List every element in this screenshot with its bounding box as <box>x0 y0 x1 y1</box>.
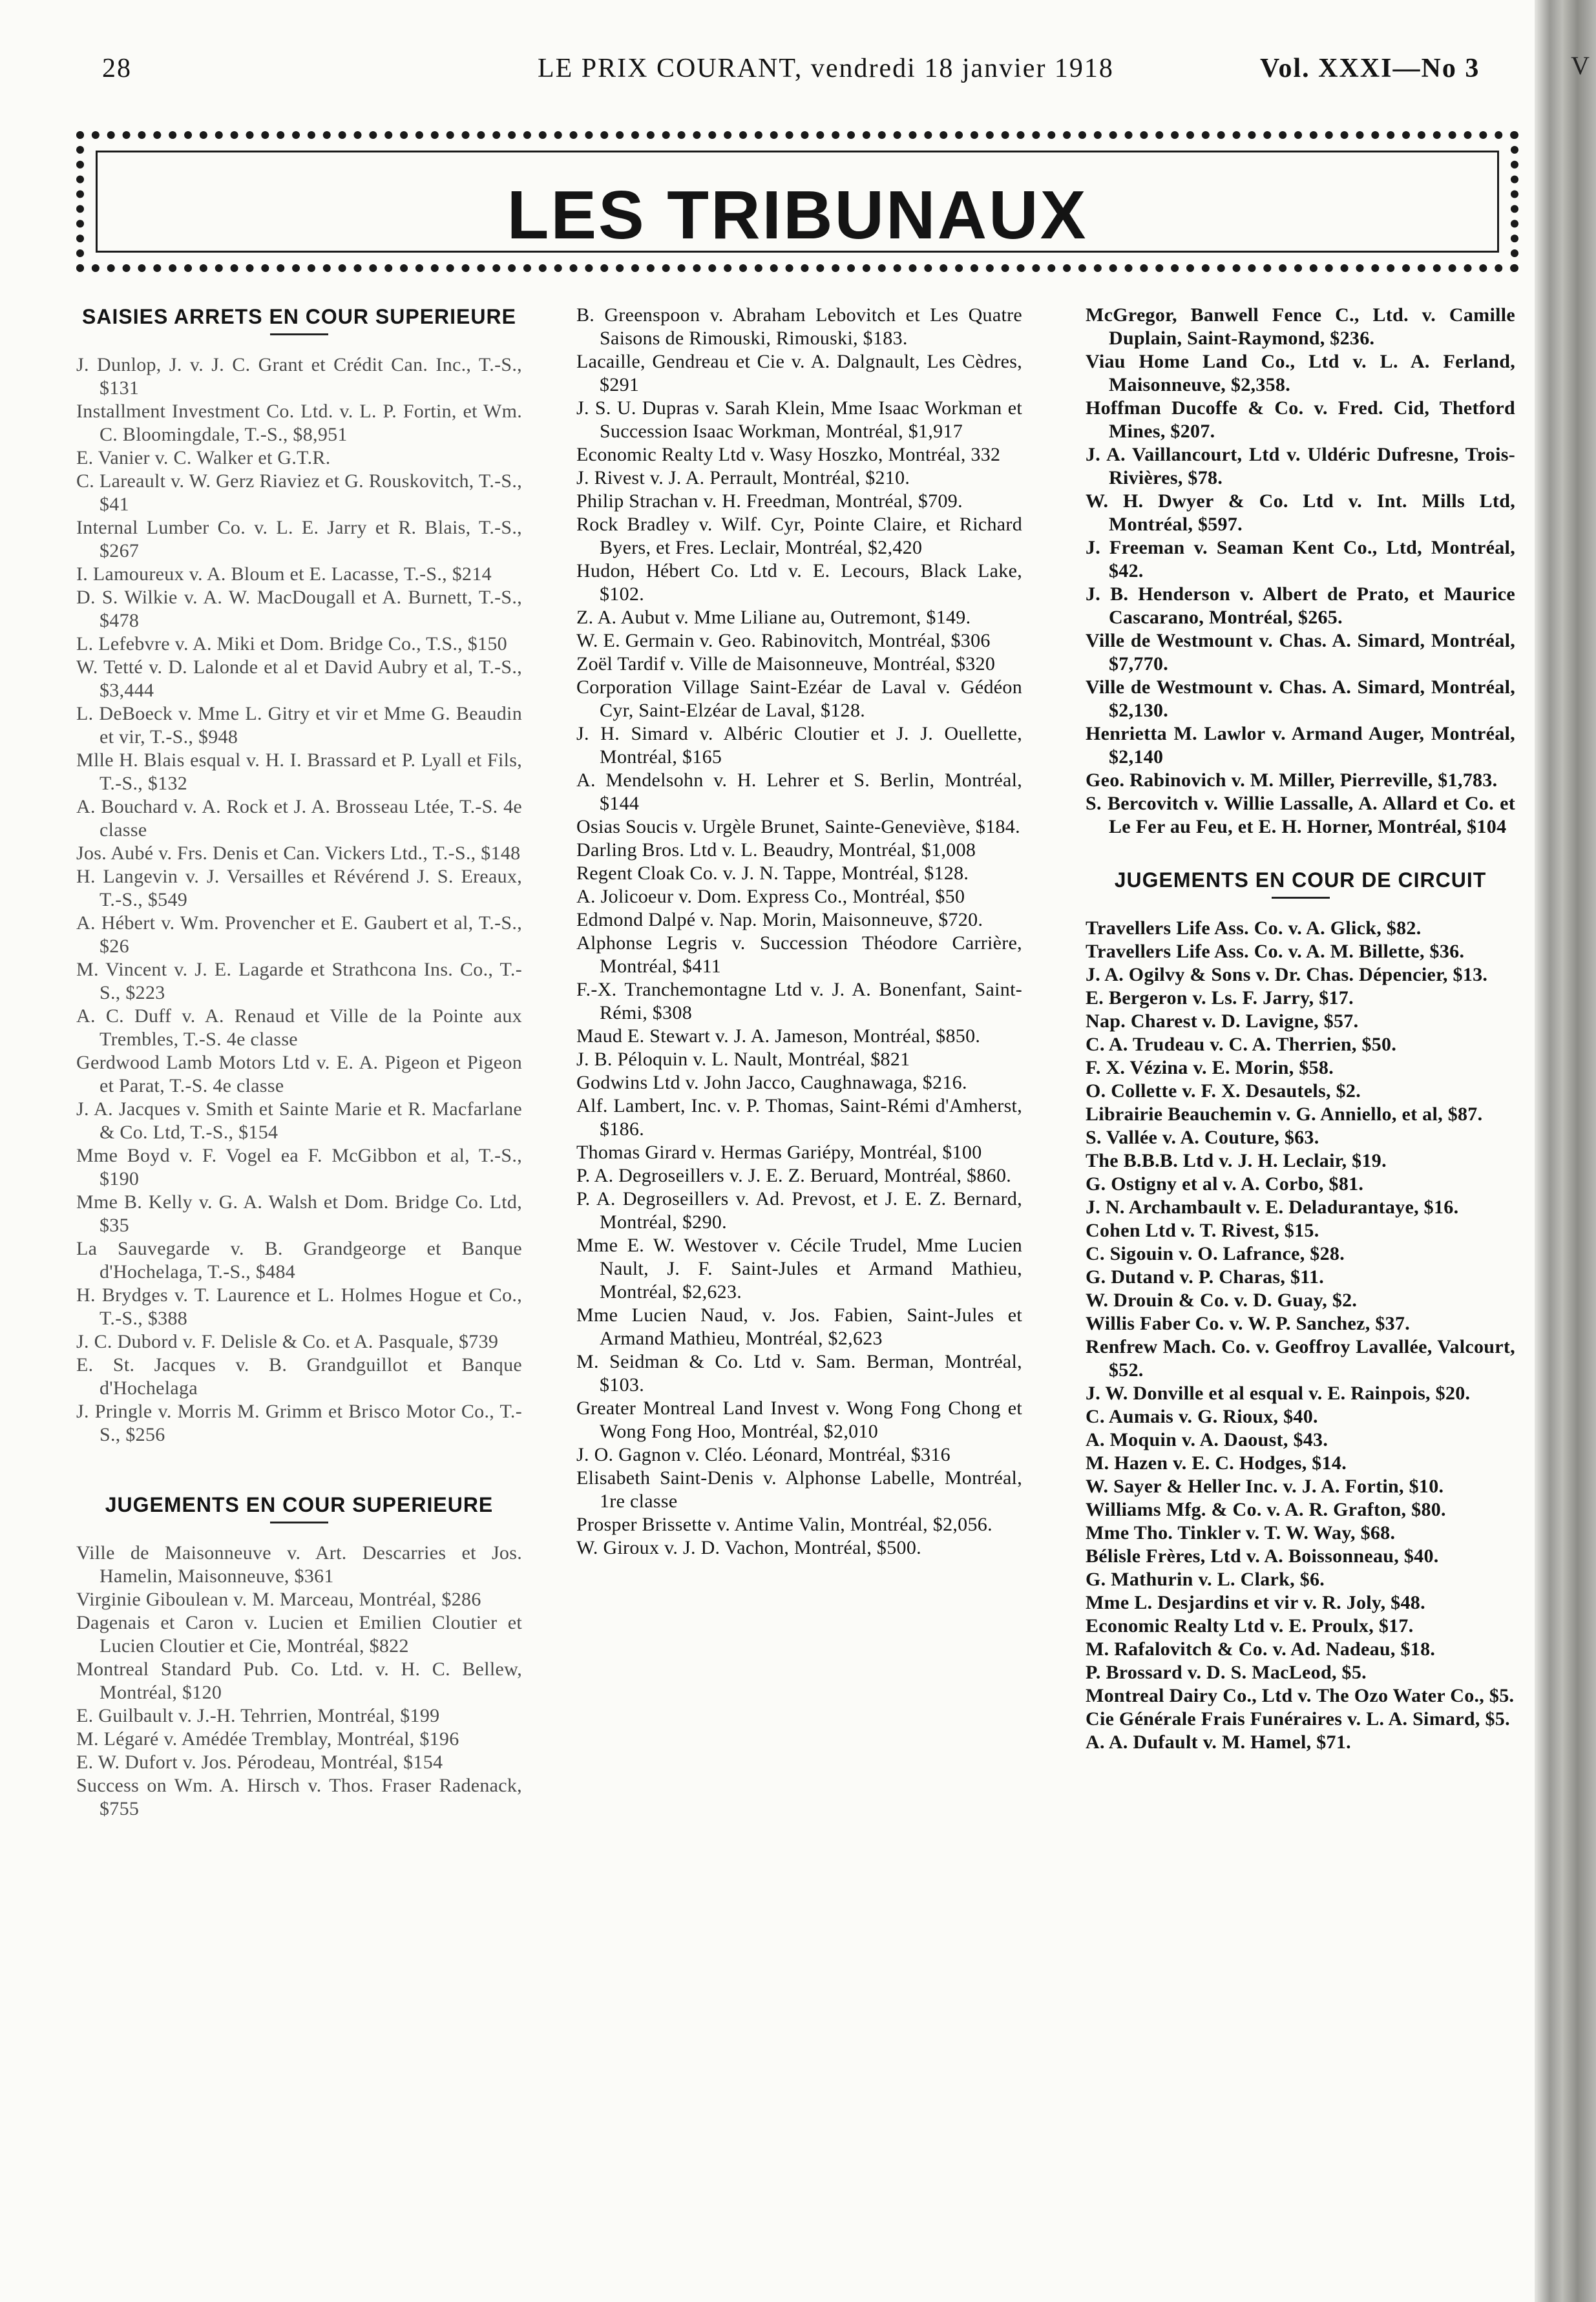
court-case-entry: J. A. Ogilvy & Sons v. Dr. Chas. Dépencier, $13. <box>1086 964 1488 985</box>
court-case-entry: Dagenais et Caron v. Lucien et Emilien Cloutier et Lucien Cloutier et Cie, Montréal, $822 <box>76 1612 522 1657</box>
entry-list <box>76 1542 522 1821</box>
court-case-entry: Lacaille, Gendreau et Cie v. A. Dalgnault, Les Cèdres, $291 <box>576 351 1022 395</box>
court-case-entry: Willis Faber Co. v. W. P. Sanchez, $37. <box>1086 1313 1411 1334</box>
court-case-entry: W. H. Dwyer & Co. Ltd v. Int. Mills Ltd, Montréal, $597. <box>1086 490 1515 535</box>
court-case-entry: Alphonse Legris v. Succession Théodore Carrière, Montréal, $411 <box>576 932 1022 977</box>
court-case-entry: McGregor, Banwell Fence C., Ltd. v. Camille Duplain, Saint-Raymond, $236. <box>1086 304 1515 349</box>
court-case-entry: Mlle H. Blais esqual v. H. I. Brassard et P. Lyall et Fils, T.-S., $132 <box>76 749 522 794</box>
column-2 <box>576 304 1022 1560</box>
court-case-entry: P. A. Degroseillers v. J. E. Z. Beruard, Montréal, $860. <box>576 1165 1012 1186</box>
court-case-entry: Zoël Tardif v. Ville de Maisonneuve, Montréal, $320 <box>576 653 996 675</box>
court-case-entry: W. Tetté v. D. Lalonde et al et David Aubry et al, T.-S., $3,444 <box>76 656 522 701</box>
court-case-entry: S. Bercovitch v. Willie Lassalle, A. Allard et Co. et Le Fer au Feu, et E. H. Horner, Montréal, $104 <box>1086 793 1515 837</box>
court-case-entry: F. X. Vézina v. E. Morin, $58. <box>1086 1057 1334 1078</box>
running-head <box>78 53 1518 92</box>
court-case-entry: Economic Realty Ltd v. E. Proulx, $17. <box>1086 1615 1414 1637</box>
court-case-entry: J. Pringle v. Morris M. Grimm et Brisco Motor Co., T.-S., $256 <box>76 1401 522 1445</box>
court-case-entry: Success on Wm. A. Hirsch v. Thos. Fraser Radenack, $755 <box>76 1775 522 1819</box>
court-case-entry: J. A. Jacques v. Smith et Sainte Marie et R. Macfarlane & Co. Ltd, T.-S., $154 <box>76 1098 522 1143</box>
court-case-entry: G. Dutand v. P. Charas, $11. <box>1086 1266 1325 1288</box>
court-case-entry: C. Sigouin v. O. Lafrance, $28. <box>1086 1243 1345 1264</box>
court-case-entry: W. Giroux v. J. D. Vachon, Montréal, $500. <box>576 1537 921 1558</box>
court-case-entry: A. Mendelsohn v. H. Lehrer et S. Berlin, Montréal, $144 <box>576 769 1022 814</box>
court-case-entry: Z. A. Aubut v. Mme Liliane au, Outremont, $149. <box>576 607 971 628</box>
court-case-entry: Mme Boyd v. F. Vogel ea F. McGibbon et al, T.-S., $190 <box>76 1145 522 1189</box>
court-case-entry: M. Rafalovitch & Co. v. Ad. Nadeau, $18. <box>1086 1638 1436 1660</box>
court-case-entry: J. O. Gagnon v. Cléo. Léonard, Montréal, $316 <box>576 1444 950 1465</box>
court-case-entry: P. Brossard v. D. S. MacLeod, $5. <box>1086 1662 1367 1683</box>
volume-number: Vol. XXXI—No 3 <box>1260 54 1480 83</box>
court-case-entry: I. Lamoureux v. A. Bloum et E. Lacasse, T.-S., $214 <box>76 563 492 585</box>
section-heading-text: JUGEMENTS EN COUR SUPERIEURE <box>105 1493 494 1516</box>
court-case-entry: J. S. U. Dupras v. Sarah Klein, Mme Isaac Workman et Succession Isaac Workman, Montréal, $1,917 <box>576 397 1022 442</box>
court-case-entry: Montreal Standard Pub. Co. Ltd. v. H. C. Bellew, Montréal, $120 <box>76 1658 522 1703</box>
court-case-entry: M. Seidman & Co. Ltd v. Sam. Berman, Montréal, $103. <box>576 1351 1022 1396</box>
court-case-entry: Virginie Giboulean v. M. Marceau, Montréal, $286 <box>76 1589 481 1610</box>
section-heading-text: JUGEMENTS EN COUR DE CIRCUIT <box>1114 868 1487 892</box>
court-case-entry: Jos. Aubé v. Frs. Denis et Can. Vickers Ltd., T.-S., $148 <box>76 842 521 864</box>
court-case-entry: Godwins Ltd v. John Jacco, Caughnawaga, $216. <box>576 1072 967 1093</box>
court-case-entry: J. H. Simard v. Albéric Cloutier et J. J. Ouellette, Montréal, $165 <box>576 723 1022 768</box>
court-case-entry: Thomas Girard v. Hermas Gariépy, Montréal, $100 <box>576 1142 982 1163</box>
court-case-entry: Hoffman Ducoffe & Co. v. Fred. Cid, Thetford Mines, $207. <box>1086 397 1515 442</box>
court-case-entry: S. Vallée v. A. Couture, $63. <box>1086 1127 1319 1148</box>
court-case-entry: E. W. Dufort v. Jos. Pérodeau, Montréal, $154 <box>76 1752 443 1773</box>
court-case-entry: Renfrew Mach. Co. v. Geoffroy Lavallée, Valcourt, $52. <box>1086 1336 1515 1381</box>
court-case-entry: Henrietta M. Lawlor v. Armand Auger, Montréal, $2,140 <box>1086 723 1515 768</box>
entry-list <box>1086 304 1515 839</box>
court-case-entry: A. Moquin v. A. Daoust, $43. <box>1086 1429 1328 1450</box>
court-case-entry: L. DeBoeck v. Mme L. Gitry et vir et Mme G. Beaudin et vir, T.-S., $948 <box>76 703 522 748</box>
court-case-entry: W. E. Germain v. Geo. Rabinovitch, Montréal, $306 <box>576 630 991 651</box>
court-case-entry: C. Lareault v. W. Gerz Riaviez et G. Rouskovitch, T.-S., $41 <box>76 470 522 515</box>
court-case-entry: M. Légaré v. Amédée Tremblay, Montréal, $196 <box>76 1728 459 1750</box>
court-case-entry: J. Dunlop, J. v. J. C. Grant et Crédit Can. Inc., T.-S., $131 <box>76 354 522 399</box>
court-case-entry: B. Greenspoon v. Abraham Lebovitch et Les Quatre Saisons de Rimouski, Rimouski, $183. <box>576 304 1022 349</box>
publication-title: LE PRIX COURANT, vendredi 18 janvier 1918 <box>538 54 1114 83</box>
court-case-entry: Viau Home Land Co., Ltd v. L. A. Ferland, Maisonneuve, $2,358. <box>1086 351 1515 395</box>
entry-list <box>76 353 522 1447</box>
court-case-entry: Philip Strachan v. H. Freedman, Montréal, $709. <box>576 490 963 512</box>
court-case-entry: Cie Générale Frais Funéraires v. L. A. Simard, $5. <box>1086 1708 1510 1730</box>
heading-rule <box>270 1522 328 1523</box>
court-case-entry: G. Ostigny et al v. A. Corbo, $81. <box>1086 1173 1364 1195</box>
column-3 <box>1086 304 1515 1754</box>
court-case-entry: E. Guilbault v. J.-H. Tehrrien, Montréal, $199 <box>76 1705 440 1726</box>
scan-edge <box>1535 0 1596 2302</box>
court-case-entry: The B.B.B. Ltd v. J. H. Leclair, $19. <box>1086 1150 1387 1171</box>
entry-list <box>576 304 1022 1560</box>
court-case-entry: Internal Lumber Co. v. L. E. Jarry et R. Blais, T.-S., $267 <box>76 517 522 561</box>
court-case-entry: A. Hébert v. Wm. Provencher et E. Gaubert et al, T.-S., $26 <box>76 912 522 957</box>
page-number: 28 <box>102 54 132 83</box>
court-case-entry: Travellers Life Ass. Co. v. A. M. Billette, $36. <box>1086 941 1465 962</box>
court-case-entry: W. Drouin & Co. v. D. Guay, $2. <box>1086 1290 1358 1311</box>
court-case-entry: A. A. Dufault v. M. Hamel, $71. <box>1086 1732 1351 1753</box>
heading-rule <box>270 333 328 335</box>
court-case-entry: Bélisle Frères, Ltd v. A. Boissonneau, $40. <box>1086 1545 1439 1567</box>
court-case-entry: M. Hazen v. E. C. Hodges, $14. <box>1086 1452 1347 1474</box>
court-case-entry: E. Bergeron v. Ls. F. Jarry, $17. <box>1086 987 1354 1009</box>
court-case-entry: Regent Cloak Co. v. J. N. Tappe, Montréal, $128. <box>576 863 969 884</box>
court-case-entry: G. Mathurin v. L. Clark, $6. <box>1086 1569 1325 1590</box>
court-case-entry: Rock Bradley v. Wilf. Cyr, Pointe Claire, et Richard Byers, et Fres. Leclair, Montréal, $2,420 <box>576 514 1022 558</box>
court-case-entry: M. Vincent v. J. E. Lagarde et Strathcona Ins. Co., T.-S., $223 <box>76 959 522 1003</box>
court-case-entry: J. A. Vaillancourt, Ltd v. Uldéric Dufresne, Trois-Rivières, $78. <box>1086 444 1515 488</box>
section-heading-text: SAISIES ARRETS EN COUR SUPERIEURE <box>82 305 516 328</box>
court-case-entry: A. Jolicoeur v. Dom. Express Co., Montréal, $50 <box>576 886 965 907</box>
banner-title: LES TRIBUNAUX <box>507 177 1088 253</box>
court-case-entry: Edmond Dalpé v. Nap. Morin, Maisonneuve, $720. <box>576 909 983 930</box>
court-case-entry: Greater Montreal Land Invest v. Wong Fong Chong et Wong Fong Hoo, Montréal, $2,010 <box>576 1397 1022 1442</box>
court-case-entry: Travellers Life Ass. Co. v. A. Glick, $82. <box>1086 917 1422 939</box>
court-case-entry: A. C. Duff v. A. Renaud et Ville de la Pointe aux Trembles, T.-S. 4e classe <box>76 1005 522 1050</box>
court-case-entry: L. Lefebvre v. A. Miki et Dom. Bridge Co., T.S., $150 <box>76 633 507 654</box>
court-case-entry: J. N. Archambault v. E. Deladurantaye, $16. <box>1086 1197 1459 1218</box>
court-case-entry: W. Sayer & Heller Inc. v. J. A. Fortin, $10. <box>1086 1476 1444 1497</box>
court-case-entry: Librairie Beauchemin v. G. Anniello, et al, $87. <box>1086 1104 1483 1125</box>
court-case-entry: C. A. Trudeau v. C. A. Therrien, $50. <box>1086 1034 1397 1055</box>
court-case-entry: F.-X. Tranchemontagne Ltd v. J. A. Bonenfant, Saint-Rémi, $308 <box>576 979 1022 1023</box>
court-case-entry: Geo. Rabinovich v. M. Miller, Pierreville, $1,783. <box>1086 769 1498 791</box>
court-case-entry: Gerdwood Lamb Motors Ltd v. E. A. Pigeon et Pigeon et Parat, T.-S. 4e classe <box>76 1052 522 1096</box>
court-case-entry: E. St. Jacques v. B. Grandguillot et Banque d'Hochelaga <box>76 1354 522 1399</box>
banner-frame <box>96 151 1499 253</box>
court-case-entry: Ville de Westmount v. Chas. A. Simard, Montréal, $7,770. <box>1086 630 1515 675</box>
court-case-entry: Ville de Westmount v. Chas. A. Simard, Montréal, $2,130. <box>1086 676 1515 721</box>
section-heading-saisies <box>76 304 522 335</box>
court-case-entry: J. Freeman v. Seaman Kent Co., Ltd, Montréal, $42. <box>1086 537 1515 581</box>
court-case-entry: La Sauvegarde v. B. Grandgeorge et Banque d'Hochelaga, T.-S., $484 <box>76 1238 522 1282</box>
court-case-entry: Maud E. Stewart v. J. A. Jameson, Montréal, $850. <box>576 1025 981 1047</box>
court-case-entry: P. A. Degroseillers v. Ad. Prevost, et J. E. Z. Bernard, Montréal, $290. <box>576 1188 1022 1233</box>
court-case-entry: Williams Mfg. & Co. v. A. R. Grafton, $80. <box>1086 1499 1446 1520</box>
edge-letter: V <box>1571 51 1590 80</box>
court-case-entry: O. Collette v. F. X. Desautels, $2. <box>1086 1080 1361 1102</box>
court-case-entry: Ville de Maisonneuve v. Art. Descarries et Jos. Hamelin, Maisonneuve, $361 <box>76 1542 522 1587</box>
court-case-entry: D. S. Wilkie v. A. W. MacDougall et A. Burnett, T.-S., $478 <box>76 587 522 631</box>
court-case-entry: Installment Investment Co. Ltd. v. L. P. Fortin, et Wm. C. Bloomingdale, T.-S., $8,951 <box>76 401 522 445</box>
court-case-entry: H. Brydges v. T. Laurence et L. Holmes Hogue et Co., T.-S., $388 <box>76 1284 522 1329</box>
court-case-entry: Economic Realty Ltd v. Wasy Hoszko, Montréal, 332 <box>576 444 1001 465</box>
column-1 <box>76 304 522 1821</box>
court-case-entry: Alf. Lambert, Inc. v. P. Thomas, Saint-Rémi d'Amherst, $186. <box>576 1095 1022 1140</box>
court-case-entry: Corporation Village Saint-Ezéar de Laval v. Gédéon Cyr, Saint-Elzéar de Laval, $128. <box>576 676 1022 721</box>
court-case-entry: J. B. Henderson v. Albert de Prato, et Maurice Cascarano, Montréal, $265. <box>1086 583 1515 628</box>
court-case-entry: Prosper Brissette v. Antime Valin, Montréal, $2,056. <box>576 1514 992 1535</box>
court-case-entry: E. Vanier v. C. Walker et G.T.R. <box>76 447 331 468</box>
court-case-entry: J. Rivest v. J. A. Perrault, Montréal, $210. <box>576 467 910 488</box>
court-case-entry: Elisabeth Saint-Denis v. Alphonse Labelle, Montréal, 1re classe <box>576 1467 1022 1512</box>
court-case-entry: H. Langevin v. J. Versailles et Révérend J. S. Ereaux, T.-S., $549 <box>76 866 522 910</box>
court-case-entry: J. W. Donville et al esqual v. E. Rainpois, $20. <box>1086 1383 1471 1404</box>
court-case-entry: Mme Lucien Naud, v. Jos. Fabien, Saint-Jules et Armand Mathieu, Montréal, $2,623 <box>576 1304 1022 1349</box>
court-case-entry: Mme E. W. Westover v. Cécile Trudel, Mme Lucien Nault, J. F. Saint-Jules et Armand Mathieu, Montréal, $2,623. <box>576 1235 1022 1303</box>
court-case-entry: Mme B. Kelly v. G. A. Walsh et Dom. Bridge Co. Ltd, $35 <box>76 1191 522 1236</box>
court-case-entry: J. C. Dubord v. F. Delisle & Co. et A. Pasquale, $739 <box>76 1331 499 1352</box>
court-case-entry: Hudon, Hébert Co. Ltd v. E. Lecours, Black Lake, $102. <box>576 560 1022 605</box>
court-case-entry: C. Aumais v. G. Rioux, $40. <box>1086 1406 1318 1427</box>
court-case-entry: Cohen Ltd v. T. Rivest, $15. <box>1086 1220 1319 1241</box>
section-heading-jugements-circuit <box>1086 867 1515 899</box>
court-case-entry: Nap. Charest v. D. Lavigne, $57. <box>1086 1010 1359 1032</box>
entry-list <box>1086 917 1515 1754</box>
court-case-entry: J. B. Péloquin v. L. Nault, Montréal, $821 <box>576 1049 910 1070</box>
court-case-entry: Montreal Dairy Co., Ltd v. The Ozo Water Co., $5. <box>1086 1685 1515 1706</box>
section-banner <box>76 131 1518 272</box>
court-case-entry: Osias Soucis v. Urgèle Brunet, Sainte-Geneviève, $184. <box>576 816 1020 837</box>
court-case-entry: A. Bouchard v. A. Rock et J. A. Brosseau Ltée, T.-S. 4e classe <box>76 796 522 841</box>
heading-rule <box>1272 897 1330 899</box>
court-case-entry: Mme L. Desjardins et vir v. R. Joly, $48. <box>1086 1592 1425 1613</box>
court-case-entry: Mme Tho. Tinkler v. T. W. Way, $68. <box>1086 1522 1396 1543</box>
court-case-entry: Darling Bros. Ltd v. L. Beaudry, Montréal, $1,008 <box>576 839 976 861</box>
section-heading-jugements-superieure <box>76 1492 522 1523</box>
